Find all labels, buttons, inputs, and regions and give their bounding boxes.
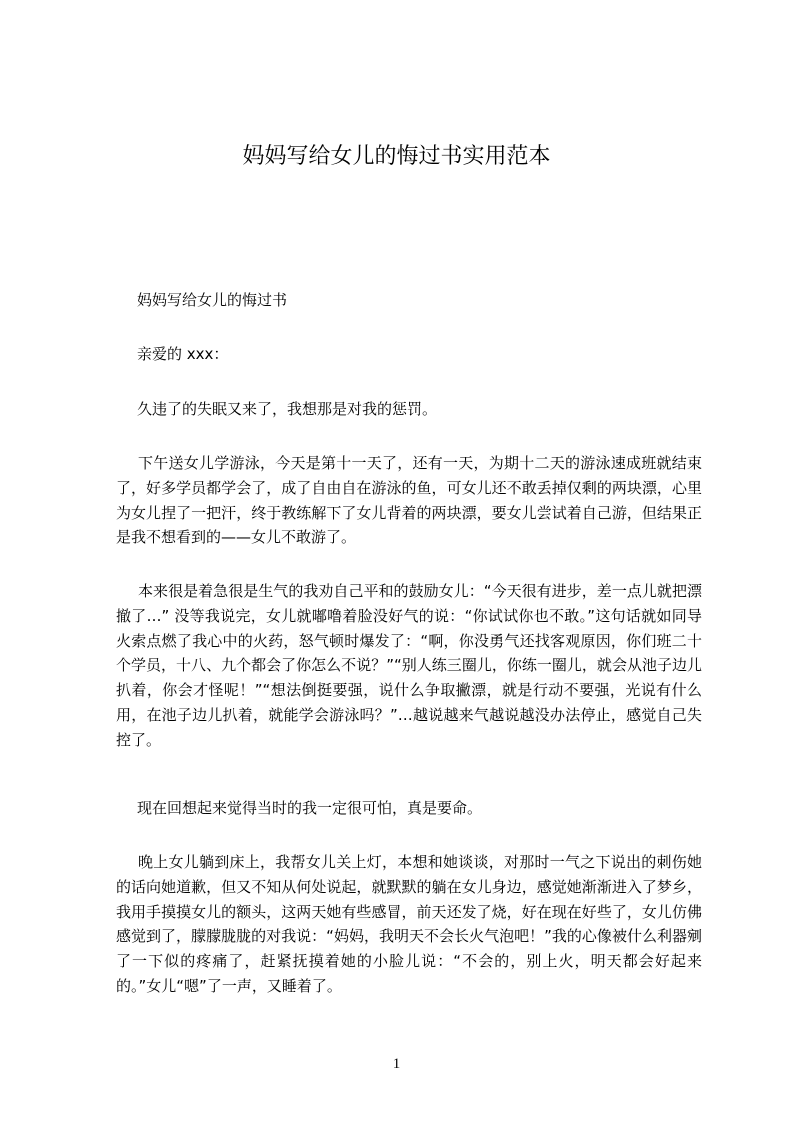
paragraph-3: 本来很是着急很是生气的我劝自己平和的鼓励女儿：“今天很有进步，差一点儿就把漂撤了…” 没等我说完，女儿就嘟噜着脸没好气的说：“你试试你也不敢。”这句话就如同导火索点燃了我心中的火药，怒气顿时爆发了：“啊，你没勇气还找客观原因，你们班二十个学员，十八、九个都会了你怎么不说？”“别人练三圈儿，你练一圈儿，就会从池子边儿扒着，你会才怪呢！”“想法倒挺要强，说什么争取撇漂，就是行动不要强，光说有什么用，在池子边儿扒着，就能学会游泳吗？”…越说越来气越说越没办法停止，感觉自己失控了。 (116, 582, 702, 749)
paragraph-1: 久违了的失眠又来了，我想那是对我的惩罚。 (137, 400, 438, 418)
document-title: 妈妈写给女儿的悔过书实用范本 (242, 144, 551, 169)
paragraph-5: 晚上女儿躺到床上，我帮女儿关上灯，本想和她谈谈，对那时一气之下说出的刺伤她的话向她道歉，但又不知从何处说起，就默默的躺在女儿身边，感觉她渐渐进入了梦乡，我用手摸摸女儿的额头，这两天她有些感冒，前天还发了烧，好在现在好些了，女儿仿佛感觉到了，朦朦胧胧的对我说：“妈妈，我明天不会长火气泡吧！”我的心像被什么利器剜了一下似的疼痛了，赶紧抚摸着她的小脸儿说：“不会的，别上火，明天都会好起来的。”女儿“嗯”了一声，又睡着了。 (116, 853, 702, 995)
letter-heading: 妈妈写给女儿的悔过书 (137, 291, 288, 309)
paragraph-2: 下午送女儿学游泳，今天是第十一天了，还有一天，为期十二天的游泳速成班就结束了，好多学员都学会了，成了自由自在游泳的鱼，可女儿还不敢丢掉仅剩的两块漂，心里为女儿捏了一把汗，终于教练解下了女儿背着的两块漂，要女儿尝试着自己游，但结果正是我不想看到的——女儿不敢游了。 (116, 454, 702, 547)
page-number: 1 (392, 1056, 401, 1072)
paragraph-4: 现在回想起来觉得当时的我一定很可怕，真是要命。 (137, 799, 483, 817)
letter-salutation: 亲爱的 xxx： (137, 345, 229, 363)
